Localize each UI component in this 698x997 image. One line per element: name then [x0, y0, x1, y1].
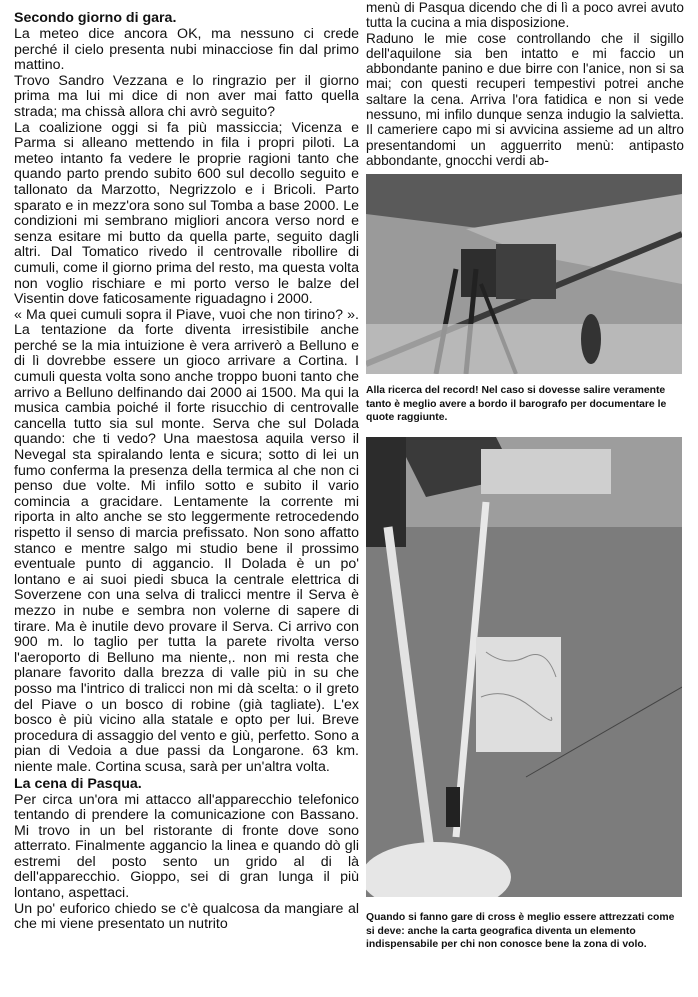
photo-barograph-on-hang-glider [366, 174, 682, 374]
paragraph: La meteo dice ancora OK, ma nessuno ci crede perché il cielo presenta nubi minacciose fin dal primo mattino. [14, 26, 359, 74]
section-heading-cena-di-pasqua: La cena di Pasqua. [14, 775, 142, 792]
paragraph: Trovo Sandro Vezzana e lo ringrazio per il giorno prima ma lui mi dice di non aver mai fatto quella strada; ma chissà allora chi avrò seguito? [14, 72, 359, 120]
photo-map-on-grass [366, 437, 682, 897]
barograph-photo-image [366, 174, 682, 374]
right-column [366, 0, 684, 952]
left-column [14, 10, 359, 933]
paragraph: menù di Pasqua dicendo che di lì a poco avrei avuto tutta la cucina a mia disposizione. [366, 0, 684, 31]
paragraph: La coalizione oggi si fa più massiccia; Vicenza e Parma si alleano mettendo in fila i propri piloti. La meteo intanto fa vedere le proprie ragioni tanto che quando parto prendo subito 600 sul decollo seguito e tallonato da Marzotto, Negrizzolo e i Bricoli. Parto sparato e in mezz'ora sono sul Tomba a base 2000. Le condizioni mi sembrano migliori ancora verso nord e senza esitare mi butto da quella parte, seguito dagli altri. Dal Tomatico rivedo il centrovalle ribollire di cumuli, come il giorno prima del resto, ma questa volta non voglio rischiare e mi porto verso le balze del Visentin dove faticosamente riguadagno i 2000. [14, 119, 359, 308]
map-photo-image [366, 437, 682, 897]
photo-caption-barograph: Alla ricerca del record! Nel caso si dovesse salire veramente tanto è meglio avere a bordo il barografo per documentare le quote raggiunte. [366, 385, 667, 424]
section-heading-secondo-giorno: Secondo giorno di gara. [14, 10, 177, 26]
photo-caption-map: Quando si fanno gare di cross è meglio essere attrezzati come si deve: anche la carta geografica diventa un elemento indispensabile per chi non conosce bene la zona di volo. [366, 912, 675, 951]
paragraph: Un po' euforico chiedo se c'è qualcosa da mangiare al che mi viene presentato un nutrito [14, 900, 359, 933]
paragraph: Raduno le mie cose controllando che il sigillo dell'aquilone sia ben intatto e mi faccio un abbondante panino e due birre con l'anice, non si sa mai; con questi recuperi tempestivi potrei anche saltare la cena. Arriva l'ora fatidica e non si vede nessuno, mi infilo dunque senza indugio la salvietta. Il cameriere capo mi si avvicina assieme ad un altro presentandomi un agguerrito menù: antipasto abbondante, gnocchi verdi ab- [366, 30, 684, 168]
paragraph: « Ma quei cumuli sopra il Piave, vuoi che non tirino? ». La tentazione da forte diventa irresistibile anche perché se la mia intuizione è vera arriverò a Belluno e di lì dovrebbe essere un gioco arrivare a Cortina. I cumuli questa volta sono anche troppo buoni tanto che arrivo a Belluno delfinando dai 2000 ai 1500. Ma qui la musica cambia poiché il forte risucchio di centrovalle cancella tutto sia sul monte. Serva che sul Dolada quando: che ti vedo? Una maestosa aquila verso il Nevegal sta spiralando lenta e sicura; sotto di lei un fumo conferma la presenza della termica al che non ci penso due volte. Mi infilo sotto e subito il vario comincia a gracidare. Lentamente la corrente mi riporta in alto anche se sto leggermente retrocedendo rispetto il senso di marcia prefissato. Non sono affatto stanco e mentre salgo mi studio bene il prossimo eventuale punto di aggancio. Il Dolada è un po' lontano e ai suoi piedi sbuca la centrale elettrica di Soverzene con una selva di tralicci mentre il Serva è mezzo in nube e sembra non volerne di sapere di tirare. Ma è inutile devo provare il Serva. Ci arrivo con 900 m. lo taglio per tutta la parete rivolta verso l'aeroporto di Belluno ma niente,. non mi resta che planare favorito dalla brezza di valle più in su che posso ma l'intrico di tralicci non mi dà scelta: o il greto del Piave o un bosco di robine (già tagliate). L'ex bosco è più vicino alla statale e opto per lui. Breve procedura di assaggio del vento e giù, perfetto. Sono a pian di Vedoia a due passi da Longarone. 63 km. niente male. Cortina scusa, sarà per un'altra volta. [14, 306, 359, 775]
paragraph: Per circa un'ora mi attacco all'apparecchio telefonico tentando di prendere la comunicazione con Bassano. Mi trovo in un bel ristorante di fronte dove sono atterrato. Finalmente aggancio la linea e quando dò gli estremi del posto sento un grido al di là dell'apparecchio. Gioppo, sei di gran lunga il più lontano, aspettaci. [14, 791, 359, 902]
